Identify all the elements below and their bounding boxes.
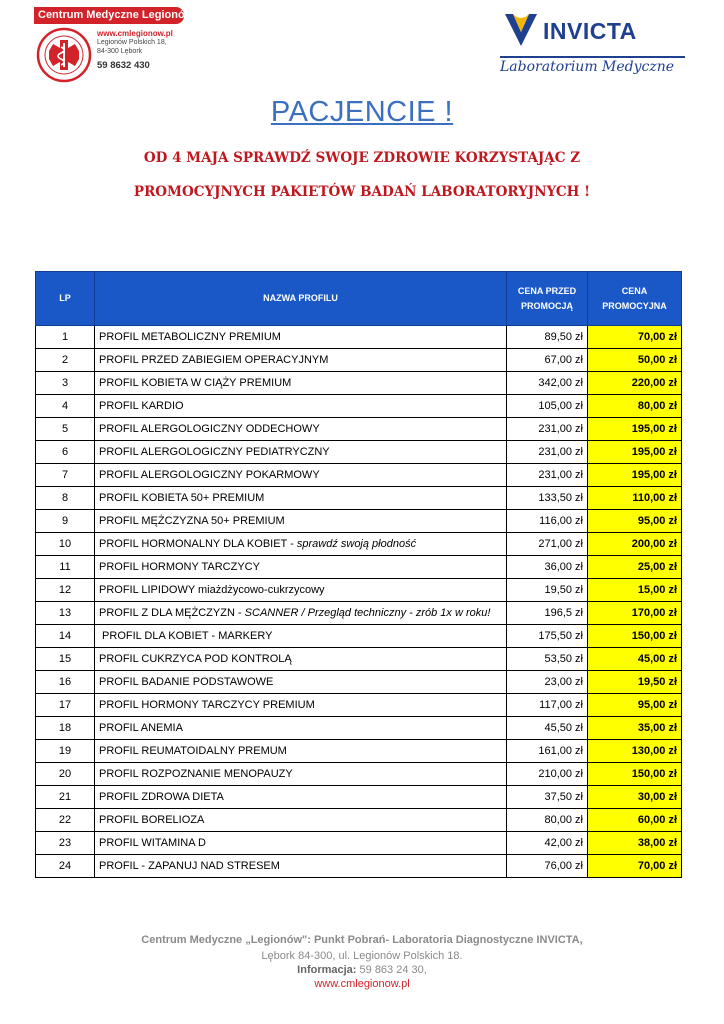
row-lp: 11: [36, 556, 95, 579]
row-price-before: 271,00 zł: [507, 533, 588, 556]
invicta-logo-name: INVICTA: [543, 18, 637, 44]
table-row: [36, 832, 682, 855]
row-price-before: 133,50 zł: [507, 487, 588, 510]
row-price-before: 116,00 zł: [507, 510, 588, 533]
row-price-before: 196,5 zł: [507, 602, 588, 625]
table-row: [36, 671, 682, 694]
row-price-before: 210,00 zł: [507, 763, 588, 786]
row-lp: 17: [36, 694, 95, 717]
row-profile-name: [95, 717, 507, 740]
footer-info: [0, 964, 724, 976]
row-profile-name: [95, 579, 507, 602]
row-profile-name: [95, 763, 507, 786]
row-profile-name: [95, 556, 507, 579]
cml-seal-logo: [36, 27, 92, 83]
table-row: [36, 510, 682, 533]
cml-address-line1: Legionów Polskich 18,: [97, 39, 167, 46]
row-profile-name: [95, 625, 507, 648]
row-price-promo: 195,00 zł: [588, 464, 682, 487]
row-profile-name: [95, 809, 507, 832]
row-profile-name-text: PROFIL ROZPOZNANIE MENOPAUZY: [99, 768, 293, 780]
row-lp: 10: [36, 533, 95, 556]
row-lp: 1: [36, 326, 95, 349]
row-price-promo: 200,00 zł: [588, 533, 682, 556]
page-title: PACJENCIE !: [270, 96, 454, 128]
row-price-before: 89,50 zł: [507, 326, 588, 349]
row-profile-name: [95, 602, 507, 625]
table-row: [36, 602, 682, 625]
row-profile-name-text: PROFIL - ZAPANUJ NAD STRESEM: [99, 860, 280, 872]
row-profile-name-text: PROFIL PRZED ZABIEGIEM OPERACYJNYM: [99, 354, 329, 366]
row-profile-note: SCANNER / Przegląd techniczny - zrób 1x w roku!: [244, 607, 491, 619]
table-row: [36, 855, 682, 878]
row-price-before: 175,50 zł: [507, 625, 588, 648]
row-profile-name-text: PROFIL ANEMIA: [99, 722, 183, 734]
column-header-lp: LP: [36, 272, 95, 326]
row-lp: 13: [36, 602, 95, 625]
row-lp: 16: [36, 671, 95, 694]
row-lp: 8: [36, 487, 95, 510]
row-price-before: 37,50 zł: [507, 786, 588, 809]
row-price-before: 161,00 zł: [507, 740, 588, 763]
row-profile-name-text: PROFIL ALERGOLOGICZNY PEDIATRYCZNY: [99, 446, 330, 458]
row-profile-name-text: PROFIL WITAMINA D: [99, 837, 206, 849]
row-price-promo: 80,00 zł: [588, 395, 682, 418]
row-profile-name-text: PROFIL KARDIO: [99, 400, 184, 412]
row-price-before: 23,00 zł: [507, 671, 588, 694]
table-row: [36, 372, 682, 395]
row-price-promo: 150,00 zł: [588, 763, 682, 786]
footer-line1: Centrum Medyczne „Legionów": Punkt Pobrań- Laboratoria Diagnostyczne INVICTA,: [141, 934, 583, 946]
row-lp: 19: [36, 740, 95, 763]
row-price-promo: 45,00 zł: [588, 648, 682, 671]
row-price-promo: 195,00 zł: [588, 441, 682, 464]
row-price-promo: 110,00 zł: [588, 487, 682, 510]
row-price-before: 76,00 zł: [507, 855, 588, 878]
table-row: [36, 533, 682, 556]
row-price-before: 80,00 zł: [507, 809, 588, 832]
row-price-before: 19,50 zł: [507, 579, 588, 602]
row-profile-name-text: PROFIL ZDROWA DIETA: [99, 791, 224, 803]
row-price-before: 105,00 zł: [507, 395, 588, 418]
row-price-before: 231,00 zł: [507, 418, 588, 441]
row-profile-name-text: PROFIL Z DLA MĘŻCZYZN -: [99, 607, 245, 619]
table-row: [36, 487, 682, 510]
footer-url[interactable]: www.cmlegionow.pl: [314, 978, 410, 990]
footer-info-phone: 59 863 24 30,: [356, 964, 427, 976]
row-price-promo: 35,00 zł: [588, 717, 682, 740]
row-price-before: 231,00 zł: [507, 464, 588, 487]
invicta-v-logo-icon: [502, 10, 540, 50]
cml-contact-block: [97, 29, 173, 72]
table-row: [36, 625, 682, 648]
subtitle-line1: OD 4 MAJA SPRAWDŹ SWOJE ZDROWIE KORZYSTAJĄC Z: [143, 150, 581, 166]
row-price-before: 67,00 zł: [507, 349, 588, 372]
row-lp: 6: [36, 441, 95, 464]
column-header-price-before-line1: CENA PRZED: [517, 285, 577, 296]
row-lp: 4: [36, 395, 95, 418]
row-profile-name-text: PROFIL BORELIOZA: [99, 814, 205, 826]
row-lp: 21: [36, 786, 95, 809]
table-row: [36, 648, 682, 671]
row-profile-name: [95, 694, 507, 717]
row-profile-name: [95, 487, 507, 510]
row-profile-name-text: PROFIL ALERGOLOGICZNY POKARMOWY: [99, 469, 320, 481]
cml-address-line2: 84-300 Lębork: [97, 48, 143, 55]
row-price-before: 36,00 zł: [507, 556, 588, 579]
row-profile-name: [95, 441, 507, 464]
table-row: [36, 349, 682, 372]
row-profile-name: [95, 786, 507, 809]
row-profile-name: [95, 418, 507, 441]
row-profile-name-text: PROFIL LIPIDOWY miażdżycowo-cukrzycowy: [99, 584, 325, 596]
row-price-promo: 95,00 zł: [588, 694, 682, 717]
price-table: [35, 271, 682, 878]
table-row: [36, 579, 682, 602]
table-row: [36, 395, 682, 418]
row-profile-name: [95, 533, 507, 556]
row-lp: 12: [36, 579, 95, 602]
column-header-price-promo-line2: PROMOCYJNA: [602, 300, 667, 311]
row-price-before: 53,50 zł: [507, 648, 588, 671]
column-header-price-promo-line1: CENA: [621, 285, 648, 296]
row-lp: 24: [36, 855, 95, 878]
table-row: [36, 740, 682, 763]
row-price-promo: 30,00 zł: [588, 786, 682, 809]
row-profile-name-text: PROFIL KOBIETA W CIĄŻY PREMIUM: [99, 377, 292, 389]
row-price-promo: 95,00 zł: [588, 510, 682, 533]
row-profile-name: [95, 832, 507, 855]
row-price-promo: 220,00 zł: [588, 372, 682, 395]
row-price-promo: 170,00 zł: [588, 602, 682, 625]
row-price-promo: 60,00 zł: [588, 809, 682, 832]
row-price-promo: 130,00 zł: [588, 740, 682, 763]
table-row: [36, 809, 682, 832]
column-header-price-before-line2: PROMOCJĄ: [520, 300, 573, 311]
column-header-price-before: [507, 272, 588, 326]
row-profile-note: sprawdź swoją płodność: [296, 538, 417, 550]
row-profile-name-text: PROFIL MĘŻCZYZNA 50+ PREMIUM: [99, 515, 285, 527]
row-profile-name: [95, 510, 507, 533]
row-profile-name-text: PROFIL BADANIE PODSTAWOWE: [99, 676, 274, 688]
row-profile-name: [95, 740, 507, 763]
row-profile-name: [95, 648, 507, 671]
row-lp: 7: [36, 464, 95, 487]
row-profile-name-text: PROFIL HORMONALNY DLA KOBIET -: [99, 538, 297, 550]
row-price-promo: 38,00 zł: [588, 832, 682, 855]
table-row: [36, 441, 682, 464]
row-price-promo: 15,00 zł: [588, 579, 682, 602]
row-price-before: 45,50 zł: [507, 717, 588, 740]
row-price-before: 117,00 zł: [507, 694, 588, 717]
row-price-promo: 70,00 zł: [588, 855, 682, 878]
row-profile-name-text: PROFIL ALERGOLOGICZNY ODDECHOWY: [99, 423, 320, 435]
row-profile-name-text: PROFIL METABOLICZNY PREMIUM: [99, 331, 281, 343]
column-header-name: NAZWA PROFILU: [95, 272, 507, 326]
table-row: [36, 786, 682, 809]
row-lp: 14: [36, 625, 95, 648]
subtitle-line2: PROMOCYJNYCH PAKIETÓW BADAŃ LABORATORYJNYCH !: [133, 184, 591, 200]
row-lp: 2: [36, 349, 95, 372]
table-row: [36, 763, 682, 786]
row-lp: 15: [36, 648, 95, 671]
table-row: [36, 418, 682, 441]
row-price-promo: 25,00 zł: [588, 556, 682, 579]
row-price-promo: 70,00 zł: [588, 326, 682, 349]
cml-logo-banner: Centrum Medyczne Legionów: [34, 7, 184, 24]
row-profile-name-text: PROFIL KOBIETA 50+ PREMIUM: [99, 492, 265, 504]
row-price-before: 231,00 zł: [507, 441, 588, 464]
row-lp: 3: [36, 372, 95, 395]
row-profile-name: [95, 395, 507, 418]
table-row: [36, 326, 682, 349]
row-lp: 5: [36, 418, 95, 441]
table-row: [36, 556, 682, 579]
row-profile-name: [95, 349, 507, 372]
row-lp: 20: [36, 763, 95, 786]
table-header-row: [36, 272, 682, 326]
row-price-before: 342,00 zł: [507, 372, 588, 395]
column-header-price-promo: [588, 272, 682, 326]
row-profile-name-text: PROFIL HORMONY TARCZYCY PREMIUM: [99, 699, 315, 711]
row-price-promo: 195,00 zł: [588, 418, 682, 441]
invicta-logo-divider: [500, 56, 685, 58]
cml-phone: 59 8632 430: [97, 60, 150, 71]
footer-info-label: Informacja:: [297, 964, 357, 976]
row-profile-name: [95, 464, 507, 487]
row-price-promo: 150,00 zł: [588, 625, 682, 648]
cml-url[interactable]: www.cmlegionow.pl: [97, 29, 173, 38]
row-lp: 23: [36, 832, 95, 855]
row-profile-name-text: PROFIL HORMONY TARCZYCY: [99, 561, 260, 573]
table-row: [36, 717, 682, 740]
row-price-promo: 19,50 zł: [588, 671, 682, 694]
row-price-promo: 50,00 zł: [588, 349, 682, 372]
row-price-before: 42,00 zł: [507, 832, 588, 855]
row-profile-name-text: PROFIL DLA KOBIET - MARKERY: [99, 630, 273, 642]
row-profile-name: [95, 671, 507, 694]
footer-line2: Lębork 84-300, ul. Legionów Polskich 18.: [261, 950, 463, 962]
row-lp: 18: [36, 717, 95, 740]
row-lp: 22: [36, 809, 95, 832]
row-profile-name: [95, 855, 507, 878]
row-profile-name: [95, 326, 507, 349]
row-lp: 9: [36, 510, 95, 533]
row-profile-name-text: PROFIL CUKRZYCA POD KONTROLĄ: [99, 653, 292, 665]
invicta-logo-subtitle: Laboratorium Medyczne: [500, 59, 675, 75]
row-profile-name: [95, 372, 507, 395]
table-row: [36, 464, 682, 487]
row-profile-name-text: PROFIL REUMATOIDALNY PREMUM: [99, 745, 287, 757]
table-row: [36, 694, 682, 717]
